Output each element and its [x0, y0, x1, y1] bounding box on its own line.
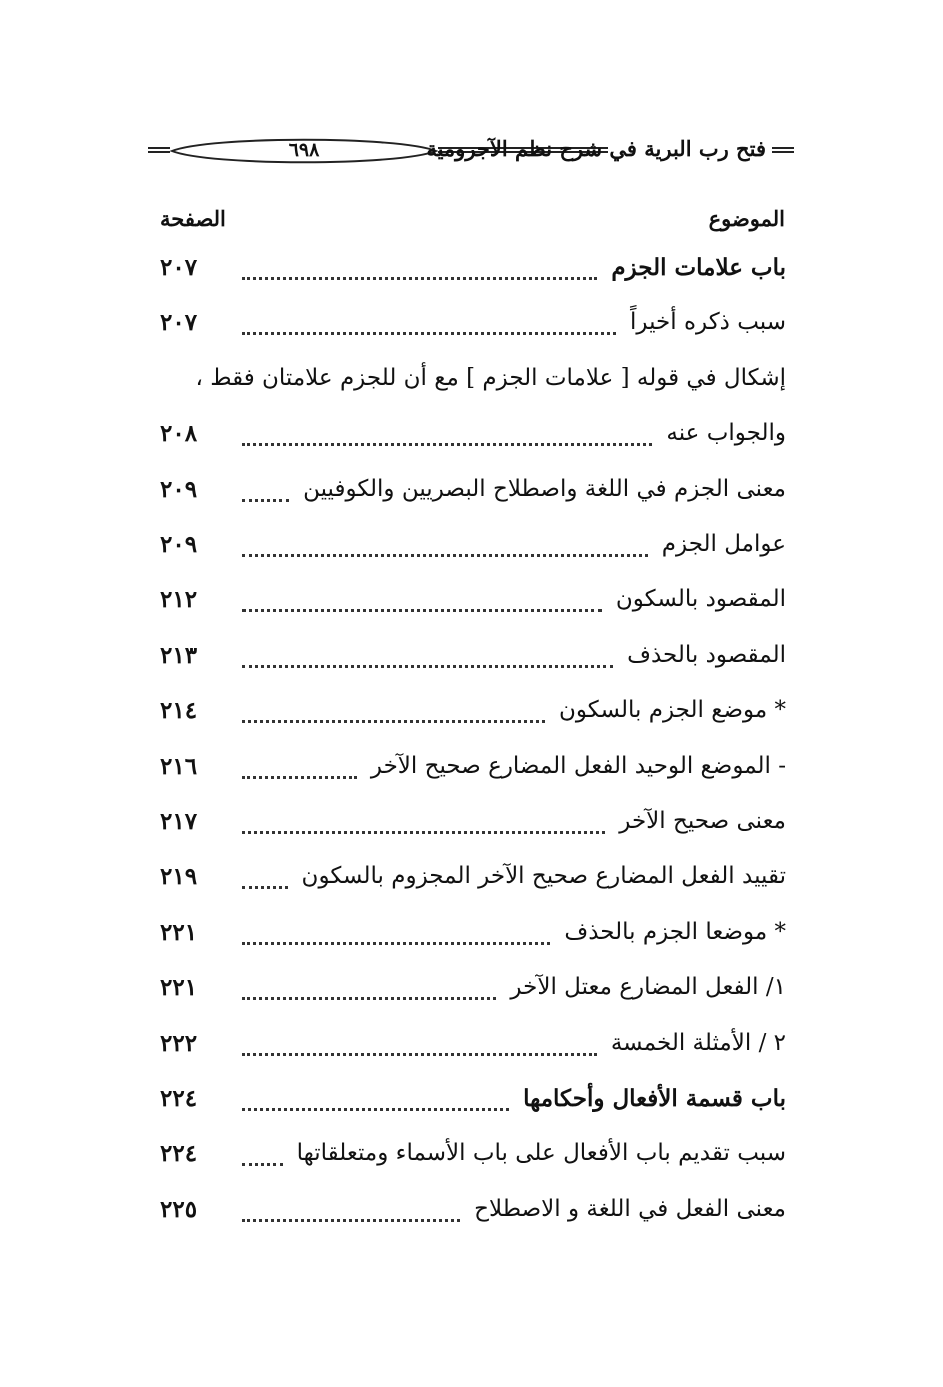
toc-entry-topic: باب علامات الجزم	[611, 254, 786, 281]
dot-leader	[242, 332, 616, 335]
toc-entry-topic-wrap	[365, 753, 786, 779]
toc-entry-page: ٢٠٨	[160, 420, 198, 447]
toc-entry-page: ٢٢١	[160, 919, 198, 946]
toc-entry-topic-wrap	[605, 1030, 786, 1056]
book-title: فتح رب البرية في شرح نظم الآجرومية	[426, 136, 766, 161]
column-header-page: الصفحة	[160, 206, 226, 231]
toc-entry-page: ٢١٩	[160, 863, 198, 890]
toc-entry	[160, 1085, 786, 1125]
toc-entry	[160, 1140, 786, 1180]
toc-entry-page: ٢٠٧	[160, 254, 198, 281]
toc-entry-topic-wrap	[190, 365, 786, 391]
toc-entry	[160, 254, 786, 294]
toc-entry-topic: ٢ / الأمثلة الخمسة	[610, 1030, 786, 1056]
toc-entry	[160, 420, 786, 460]
toc-entry-topic-wrap	[605, 254, 786, 281]
toc-entry-page: ٢١٢	[160, 586, 198, 613]
toc-entry-page: ٢٢١	[160, 974, 198, 1001]
toc-entry-topic-wrap	[517, 1085, 786, 1112]
toc-entry-page: ٢٢٥	[160, 1196, 198, 1223]
dot-leader	[242, 1219, 460, 1222]
page-number-oval	[170, 136, 438, 166]
toc-entry-topic: معنى صحيح الآخر	[619, 808, 786, 834]
dot-leader	[242, 997, 496, 1000]
toc-entry-page: ٢٢٤	[160, 1140, 198, 1167]
toc-entry-topic: معنى الفعل في اللغة و الاصطلاح	[474, 1196, 786, 1222]
toc-entry	[160, 1196, 786, 1236]
dot-leader	[242, 1053, 597, 1056]
toc-entry-page: ٢٢٢	[160, 1030, 198, 1057]
toc-entry-topic-wrap	[624, 309, 786, 335]
toc-entry-page: ٢١٣	[160, 642, 198, 669]
toc-entry-topic-wrap	[553, 697, 786, 723]
toc-entry-topic: باب قسمة الأفعال وأحكامها	[523, 1085, 786, 1112]
toc-entry-topic: إشكال في قوله [ علامات الجزم ] مع أن للجزم علامتان فقط ،	[195, 365, 786, 391]
toc-entry-page: ٢١٤	[160, 697, 198, 724]
toc-entry-topic-wrap	[610, 586, 786, 612]
toc-entry	[160, 753, 786, 793]
toc-entry-topic-wrap	[297, 476, 786, 502]
toc-entry	[160, 1030, 786, 1070]
toc-entry-topic-wrap	[504, 974, 786, 1000]
dot-leader	[242, 1163, 283, 1166]
toc-entry-topic: * موضع الجزم بالسكون	[559, 697, 786, 723]
toc-entry-topic-wrap	[291, 1140, 786, 1166]
toc-entry-topic: ١/ الفعل المضارع معتل الآخر	[510, 974, 786, 1000]
toc-entry-topic: تقييد الفعل المضارع صحيح الآخر المجزوم بالسكون	[301, 863, 786, 889]
toc-entry-topic-wrap	[468, 1196, 786, 1222]
header-dash-left	[148, 147, 170, 153]
toc-entry-page: ٢١٧	[160, 808, 198, 835]
dot-leader	[242, 609, 602, 612]
toc-entry	[160, 863, 786, 903]
toc-entry	[160, 974, 786, 1014]
toc-entry-topic-wrap	[621, 642, 786, 668]
column-header-topic: الموضوع	[708, 206, 785, 231]
toc-entry-topic: المقصود بالسكون	[615, 586, 786, 612]
dot-leader	[242, 776, 357, 779]
dot-leader	[242, 886, 288, 889]
toc-entry-topic-wrap	[296, 863, 786, 889]
toc-entry	[160, 642, 786, 682]
toc-entry	[160, 808, 786, 848]
page-number: ٦٩٨	[288, 139, 320, 161]
dot-leader	[242, 942, 550, 945]
toc-entry	[160, 309, 786, 349]
toc-entry	[160, 531, 786, 571]
toc-entry-page: ٢٠٧	[160, 309, 198, 336]
dot-leader	[242, 499, 289, 502]
dot-leader	[242, 831, 605, 834]
toc-entry-page: ٢٠٩	[160, 531, 198, 558]
toc-entry-topic: * موضعا الجزم بالحذف	[564, 919, 786, 945]
toc-entry-page: ٢١٦	[160, 753, 198, 780]
dot-leader	[242, 665, 613, 668]
dot-leader	[242, 277, 597, 280]
toc-entry	[160, 697, 786, 737]
dot-leader	[242, 443, 652, 446]
toc-entry	[160, 476, 786, 516]
header-dash-right	[772, 147, 794, 153]
toc-entry-topic-wrap	[660, 420, 786, 446]
dot-leader	[242, 554, 648, 557]
toc-entry-topic: سبب تقديم باب الأفعال على باب الأسماء ومتعلقاتها	[296, 1140, 786, 1166]
running-header	[148, 132, 794, 172]
toc-entry	[160, 365, 786, 405]
toc-entry-topic: المقصود بالحذف	[627, 642, 786, 668]
toc-entry-topic: - الموضع الوحيد الفعل المضارع صحيح الآخر	[370, 753, 786, 779]
toc-entry-topic-wrap	[656, 531, 786, 557]
toc-entry-topic: والجواب عنه	[666, 420, 786, 446]
toc-entry-topic: عوامل الجزم	[661, 531, 786, 557]
toc-entry-topic-wrap	[613, 808, 786, 834]
dot-leader	[242, 720, 545, 723]
toc-entry	[160, 919, 786, 959]
toc-entry-page: ٢٠٩	[160, 476, 198, 503]
toc-entry-topic: سبب ذكره أخيراً	[630, 309, 786, 335]
toc-entry	[160, 586, 786, 626]
toc-entry-topic-wrap	[558, 919, 786, 945]
toc-entry-page: ٢٢٤	[160, 1085, 198, 1112]
dot-leader	[242, 1108, 509, 1111]
toc-entry-topic: معنى الجزم في اللغة واصطلاح البصريين والكوفيين	[303, 476, 786, 502]
